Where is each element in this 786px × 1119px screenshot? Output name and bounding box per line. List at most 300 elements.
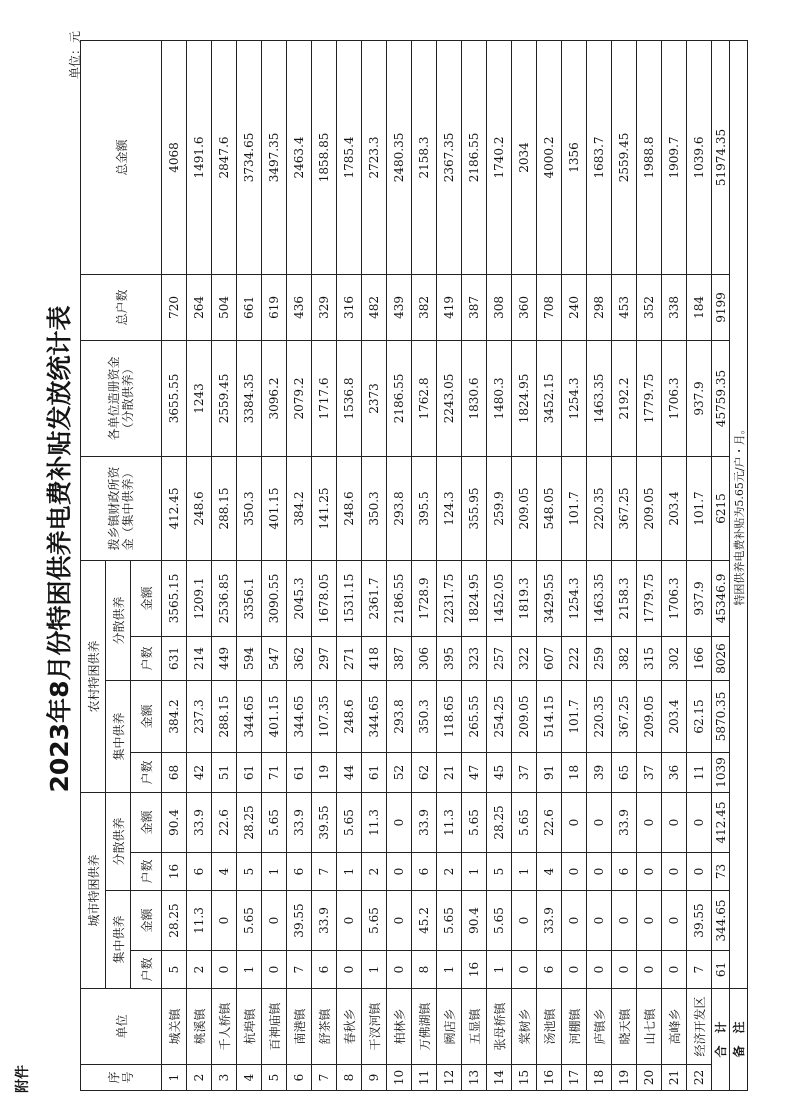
total-households-cell: 240: [562, 274, 587, 340]
city-conc-households-cell: 6: [312, 951, 337, 989]
city-disp-households-cell: 5: [487, 853, 512, 891]
total-rural-conc-households: 1039: [712, 752, 730, 792]
total-households-cell: 720: [162, 274, 187, 340]
rural-conc-amount-cell: 203.4: [662, 680, 687, 752]
table-row: [612, 40, 637, 1090]
unit-funds-cell: 1706.3: [662, 340, 687, 456]
total-rural-disp-households: 8026: [712, 636, 730, 680]
rural-disp-amount-cell: 3565.15: [162, 560, 187, 636]
total-households-cell: 298: [587, 274, 612, 340]
rural-disp-households-cell: 297: [312, 636, 337, 680]
unit-funds-cell: 2079.2: [287, 340, 312, 456]
total-amount-cell: 4000.2: [537, 40, 562, 274]
seq-cell: 15: [512, 1065, 537, 1091]
city-disp-households-cell: 0: [562, 853, 587, 891]
header-seq: 序号: [81, 1065, 162, 1091]
rural-conc-households-cell: 47: [462, 752, 487, 792]
rural-conc-households-cell: 45: [487, 752, 512, 792]
city-conc-amount-cell: 0: [587, 891, 612, 951]
rural-conc-amount-cell: 384.2: [162, 680, 187, 752]
city-disp-amount-cell: 33.9: [187, 792, 212, 852]
total-rural-conc-amount: 5870.35: [712, 680, 730, 752]
city-disp-households-cell: 6: [187, 853, 212, 891]
table-row: [462, 40, 487, 1090]
table-row: [412, 40, 437, 1090]
table-body: [162, 40, 712, 1090]
total-amount-cell: 1909.7: [662, 40, 687, 274]
unit-name-cell: 桃溪镇: [187, 989, 212, 1065]
township-funds-cell: 412.45: [162, 456, 187, 560]
table-row: [562, 40, 587, 1090]
city-disp-households-cell: 0: [662, 853, 687, 891]
total-households-cell: 453: [612, 274, 637, 340]
rural-conc-amount-cell: 237.3: [187, 680, 212, 752]
total-households-cell: 184: [687, 274, 712, 340]
header-households: 户数: [131, 752, 162, 792]
city-disp-households-cell: 4: [212, 853, 237, 891]
city-conc-households-cell: 1: [487, 951, 512, 989]
city-disp-households-cell: 16: [162, 853, 187, 891]
total-households: 9199: [712, 274, 730, 340]
note-text: 特困供养电费补贴为5.65元/户・月。: [730, 40, 748, 988]
total-township-funds: 6215: [712, 456, 730, 560]
rural-disp-amount-cell: 3429.55: [537, 560, 562, 636]
city-disp-households-cell: 6: [412, 853, 437, 891]
total-households-cell: 504: [212, 274, 237, 340]
township-funds-cell: 367.25: [612, 456, 637, 560]
city-disp-households-cell: 1: [262, 853, 287, 891]
rural-disp-amount-cell: 1728.9: [412, 560, 437, 636]
city-conc-households-cell: 0: [512, 951, 537, 989]
rural-conc-households-cell: 19: [312, 752, 337, 792]
total-households-cell: 387: [462, 274, 487, 340]
township-funds-cell: 141.25: [312, 456, 337, 560]
city-conc-amount-cell: 0: [212, 891, 237, 951]
rural-conc-amount-cell: 344.65: [362, 680, 387, 752]
table-footer: [712, 40, 748, 1090]
rural-disp-households-cell: 222: [562, 636, 587, 680]
unit-name-cell: 汤池镇: [537, 989, 562, 1065]
unit-name-cell: 杭埠镇: [237, 989, 262, 1065]
seq-cell: 2: [187, 1065, 212, 1091]
unit-name-cell: 经济开发区: [687, 989, 712, 1065]
rural-disp-households-cell: 259: [587, 636, 612, 680]
header-amount: 金额: [131, 680, 162, 752]
rural-disp-households-cell: 315: [637, 636, 662, 680]
rural-conc-amount-cell: 118.65: [437, 680, 462, 752]
city-disp-amount-cell: 22.6: [537, 792, 562, 852]
unit-name-cell: 百神庙镇: [262, 989, 287, 1065]
city-conc-households-cell: 6: [537, 951, 562, 989]
city-disp-households-cell: 1: [512, 853, 537, 891]
unit-funds-cell: 1762.8: [412, 340, 437, 456]
total-amount-cell: 2463.4: [287, 40, 312, 274]
city-conc-amount-cell: 28.25: [162, 891, 187, 951]
township-funds-cell: 350.3: [237, 456, 262, 560]
city-conc-amount-cell: 0: [637, 891, 662, 951]
table-row: [537, 40, 562, 1090]
city-disp-amount-cell: 33.9: [612, 792, 637, 852]
header-households: 户数: [131, 636, 162, 680]
city-disp-households-cell: 0: [387, 853, 412, 891]
unit-name-cell: 城关镇: [162, 989, 187, 1065]
rural-disp-amount-cell: 1678.05: [312, 560, 337, 636]
note-row: [730, 40, 748, 1090]
city-conc-households-cell: 0: [562, 951, 587, 989]
total-amount-cell: 2559.45: [612, 40, 637, 274]
total-amount-cell: 2847.6: [212, 40, 237, 274]
rural-disp-amount-cell: 1463.35: [587, 560, 612, 636]
city-disp-households-cell: 6: [287, 853, 312, 891]
rural-conc-amount-cell: 514.15: [537, 680, 562, 752]
unit-name-cell: 万佛湖镇: [412, 989, 437, 1065]
total-households-cell: 329: [312, 274, 337, 340]
rural-conc-households-cell: 61: [362, 752, 387, 792]
rural-conc-households-cell: 37: [512, 752, 537, 792]
city-conc-amount-cell: 0: [262, 891, 287, 951]
unit-name-cell: 晓天镇: [612, 989, 637, 1065]
total-households-cell: 419: [437, 274, 462, 340]
seq-cell: 16: [537, 1065, 562, 1091]
rural-conc-amount-cell: 293.8: [387, 680, 412, 752]
city-conc-amount-cell: 5.65: [437, 891, 462, 951]
rural-disp-amount-cell: 2361.7: [362, 560, 387, 636]
city-disp-households-cell: 6: [612, 853, 637, 891]
header-amount: 金额: [131, 560, 162, 636]
table-row: [487, 40, 512, 1090]
total-households-cell: 661: [237, 274, 262, 340]
unit-funds-cell: 2243.05: [437, 340, 462, 456]
city-conc-amount-cell: 11.3: [187, 891, 212, 951]
rural-conc-amount-cell: 265.55: [462, 680, 487, 752]
total-amount-cell: 1858.85: [312, 40, 337, 274]
statistics-table: [80, 40, 748, 1091]
rural-conc-amount-cell: 350.3: [412, 680, 437, 752]
city-disp-amount-cell: 90.4: [162, 792, 187, 852]
city-disp-amount-cell: 0: [387, 792, 412, 852]
total-households-cell: 360: [512, 274, 537, 340]
total-amount-cell: 1491.6: [187, 40, 212, 274]
total-amount-cell: 3497.35: [262, 40, 287, 274]
city-conc-amount-cell: 0: [562, 891, 587, 951]
city-conc-amount-cell: 0: [662, 891, 687, 951]
township-funds-cell: 101.7: [687, 456, 712, 560]
header-households: 户数: [131, 951, 162, 989]
total-amount-cell: 4068: [162, 40, 187, 274]
rural-conc-households-cell: 91: [537, 752, 562, 792]
city-conc-amount-cell: 33.9: [312, 891, 337, 951]
city-disp-amount-cell: 5.65: [262, 792, 287, 852]
rural-conc-amount-cell: 220.35: [587, 680, 612, 752]
city-conc-households-cell: 0: [637, 951, 662, 989]
city-disp-households-cell: 4: [537, 853, 562, 891]
table-header: [81, 40, 162, 1090]
table-row: [237, 40, 262, 1090]
rural-conc-households-cell: 68: [162, 752, 187, 792]
total-households-cell: 316: [337, 274, 362, 340]
header-rural-dispersed: 分散供养: [106, 560, 131, 680]
total-amount-cell: 2480.35: [387, 40, 412, 274]
seq-cell: 11: [412, 1065, 437, 1091]
city-disp-amount-cell: 11.3: [362, 792, 387, 852]
unit-name-cell: 千人桥镇: [212, 989, 237, 1065]
rural-conc-amount-cell: 254.25: [487, 680, 512, 752]
rural-conc-amount-cell: 344.65: [287, 680, 312, 752]
rural-conc-households-cell: 71: [262, 752, 287, 792]
unit-funds-cell: 1717.6: [312, 340, 337, 456]
rural-disp-households-cell: 382: [612, 636, 637, 680]
rural-disp-households-cell: 257: [487, 636, 512, 680]
total-city-disp-households: 73: [712, 853, 730, 891]
header-unit: 单位: [81, 989, 162, 1065]
total-rural-disp-amount: 45346.9: [712, 560, 730, 636]
unit-funds-cell: 2192.2: [612, 340, 637, 456]
total-amount: 51974.35: [712, 40, 730, 274]
unit-funds-cell: 3096.2: [262, 340, 287, 456]
unit-name-cell: 棠树乡: [512, 989, 537, 1065]
city-disp-households-cell: 7: [312, 853, 337, 891]
table-row: [662, 40, 687, 1090]
rural-conc-amount-cell: 209.05: [637, 680, 662, 752]
city-disp-amount-cell: 5.65: [337, 792, 362, 852]
rural-conc-amount-cell: 248.6: [337, 680, 362, 752]
unit-funds-cell: 3384.35: [237, 340, 262, 456]
seq-cell: 6: [287, 1065, 312, 1091]
rural-disp-amount-cell: 1706.3: [662, 560, 687, 636]
rural-conc-amount-cell: 101.7: [562, 680, 587, 752]
rural-disp-households-cell: 322: [512, 636, 537, 680]
rural-disp-amount-cell: 3356.1: [237, 560, 262, 636]
header-rural: 农村特困供养: [81, 560, 106, 792]
page-title: 2023年8月份特困供养电费补贴发放统计表: [45, 305, 74, 793]
rural-conc-households-cell: 51: [212, 752, 237, 792]
rural-disp-households-cell: 166: [687, 636, 712, 680]
total-amount-cell: 2158.3: [412, 40, 437, 274]
unit-funds-cell: 937.9: [687, 340, 712, 456]
rural-conc-households-cell: 52: [387, 752, 412, 792]
unit-funds-cell: 1824.95: [512, 340, 537, 456]
table-row: [187, 40, 212, 1090]
city-disp-amount-cell: 5.65: [512, 792, 537, 852]
total-row: [712, 40, 730, 1090]
rural-disp-households-cell: 607: [537, 636, 562, 680]
rural-conc-households-cell: 18: [562, 752, 587, 792]
seq-cell: 4: [237, 1065, 262, 1091]
total-amount-cell: 1039.6: [687, 40, 712, 274]
township-funds-cell: 355.95: [462, 456, 487, 560]
total-households-cell: 619: [262, 274, 287, 340]
unit-name-cell: 柏林乡: [387, 989, 412, 1065]
city-disp-amount-cell: 39.55: [312, 792, 337, 852]
rural-disp-households-cell: 594: [237, 636, 262, 680]
city-conc-households-cell: 5: [162, 951, 187, 989]
rural-disp-amount-cell: 1824.95: [462, 560, 487, 636]
rural-disp-amount-cell: 3090.55: [262, 560, 287, 636]
header-city-concentrated: 集中供养: [106, 891, 131, 989]
city-conc-amount-cell: 45.2: [412, 891, 437, 951]
unit-funds-cell: 1480.3: [487, 340, 512, 456]
city-conc-amount-cell: 0: [612, 891, 637, 951]
rural-conc-amount-cell: 209.05: [512, 680, 537, 752]
total-city-conc-amount: 344.65: [712, 891, 730, 951]
seq-cell: 3: [212, 1065, 237, 1091]
city-disp-households-cell: 0: [637, 853, 662, 891]
seq-cell: 7: [312, 1065, 337, 1091]
total-amount-cell: 3734.65: [237, 40, 262, 274]
total-amount-cell: 1740.2: [487, 40, 512, 274]
city-conc-households-cell: 7: [287, 951, 312, 989]
rural-disp-households-cell: 631: [162, 636, 187, 680]
table-row: [687, 40, 712, 1090]
unit-name-cell: 春秋乡: [337, 989, 362, 1065]
rural-conc-households-cell: 62: [412, 752, 437, 792]
city-conc-amount-cell: 0: [387, 891, 412, 951]
total-households-cell: 308: [487, 274, 512, 340]
total-unit-funds: 45759.35: [712, 340, 730, 456]
township-funds-cell: 350.3: [362, 456, 387, 560]
table-row: [312, 40, 337, 1090]
total-households-cell: 264: [187, 274, 212, 340]
total-amount-cell: 1356: [562, 40, 587, 274]
unit-name-cell: 南港镇: [287, 989, 312, 1065]
city-disp-amount-cell: 0: [562, 792, 587, 852]
rural-conc-amount-cell: 401.15: [262, 680, 287, 752]
township-funds-cell: 209.05: [512, 456, 537, 560]
total-amount-cell: 2367.35: [437, 40, 462, 274]
rural-conc-amount-cell: 367.25: [612, 680, 637, 752]
header-households: 户数: [131, 853, 162, 891]
table-row: [212, 40, 237, 1090]
table-row: [287, 40, 312, 1090]
table-row: [587, 40, 612, 1090]
total-amount-cell: 2723.3: [362, 40, 387, 274]
rural-conc-amount-cell: 344.65: [237, 680, 262, 752]
unit-funds-cell: 3655.55: [162, 340, 187, 456]
unit-funds-cell: 1536.8: [337, 340, 362, 456]
unit-name-cell: 阙店乡: [437, 989, 462, 1065]
city-conc-amount-cell: 5.65: [362, 891, 387, 951]
city-disp-amount-cell: 0: [662, 792, 687, 852]
rural-disp-households-cell: 306: [412, 636, 437, 680]
total-households-cell: 382: [412, 274, 437, 340]
unit-funds-cell: 2559.45: [212, 340, 237, 456]
seq-cell: 5: [262, 1065, 287, 1091]
city-conc-households-cell: 0: [387, 951, 412, 989]
rural-disp-households-cell: 387: [387, 636, 412, 680]
header-township-funds: 拨乡镇财政所资金（集中供养）: [81, 456, 162, 560]
city-disp-amount-cell: 0: [587, 792, 612, 852]
rural-disp-households-cell: 362: [287, 636, 312, 680]
unit-name-cell: 山七镇: [637, 989, 662, 1065]
seq-cell: 1: [162, 1065, 187, 1091]
seq-cell: 13: [462, 1065, 487, 1091]
township-funds-cell: 209.05: [637, 456, 662, 560]
rural-disp-amount-cell: 1779.75: [637, 560, 662, 636]
city-disp-amount-cell: 33.9: [287, 792, 312, 852]
table-row: [637, 40, 662, 1090]
township-funds-cell: 395.5: [412, 456, 437, 560]
city-conc-amount-cell: 39.55: [287, 891, 312, 951]
rural-disp-households-cell: 214: [187, 636, 212, 680]
city-disp-amount-cell: 28.25: [237, 792, 262, 852]
header-amount: 金额: [131, 792, 162, 852]
total-households-cell: 439: [387, 274, 412, 340]
unit-label: 单位：元: [68, 30, 82, 79]
seq-cell: 12: [437, 1065, 462, 1091]
unit-name-cell: 庐镇乡: [587, 989, 612, 1065]
city-disp-households-cell: 0: [687, 853, 712, 891]
township-funds-cell: 124.3: [437, 456, 462, 560]
rural-disp-households-cell: 395: [437, 636, 462, 680]
rural-conc-households-cell: 39: [587, 752, 612, 792]
total-amount-cell: 2034: [512, 40, 537, 274]
rural-conc-households-cell: 61: [237, 752, 262, 792]
rural-conc-households-cell: 61: [287, 752, 312, 792]
rural-conc-households-cell: 44: [337, 752, 362, 792]
city-disp-households-cell: 0: [587, 853, 612, 891]
rural-conc-households-cell: 37: [637, 752, 662, 792]
rural-conc-amount-cell: 107.35: [312, 680, 337, 752]
rural-disp-amount-cell: 1531.15: [337, 560, 362, 636]
rural-conc-households-cell: 36: [662, 752, 687, 792]
rural-conc-households-cell: 42: [187, 752, 212, 792]
unit-name-cell: 舒茶镇: [312, 989, 337, 1065]
rural-disp-amount-cell: 1819.3: [512, 560, 537, 636]
seq-cell: 18: [587, 1065, 612, 1091]
city-disp-households-cell: 1: [462, 853, 487, 891]
township-funds-cell: 288.15: [212, 456, 237, 560]
city-conc-households-cell: 0: [612, 951, 637, 989]
city-conc-households-cell: 1: [437, 951, 462, 989]
annex-label: 附件: [15, 1065, 31, 1093]
city-conc-households-cell: 16: [462, 951, 487, 989]
rural-disp-households-cell: 547: [262, 636, 287, 680]
unit-funds-cell: 1243: [187, 340, 212, 456]
total-city-conc-households: 61: [712, 951, 730, 989]
header-unit-funds: 各单位造册资金（分散供养）: [81, 340, 162, 456]
total-amount-cell: 1683.7: [587, 40, 612, 274]
table-row: [337, 40, 362, 1090]
township-funds-cell: 203.4: [662, 456, 687, 560]
seq-cell: 20: [637, 1065, 662, 1091]
rural-disp-amount-cell: 1254.3: [562, 560, 587, 636]
table-row: [437, 40, 462, 1090]
rural-disp-households-cell: 418: [362, 636, 387, 680]
city-conc-households-cell: 0: [262, 951, 287, 989]
header-city: 城市特困供养: [81, 792, 106, 988]
total-amount-cell: 1988.8: [637, 40, 662, 274]
rural-conc-households-cell: 21: [437, 752, 462, 792]
city-disp-amount-cell: 28.25: [487, 792, 512, 852]
total-households-cell: 436: [287, 274, 312, 340]
rural-disp-amount-cell: 2231.75: [437, 560, 462, 636]
rural-disp-households-cell: 302: [662, 636, 687, 680]
township-funds-cell: 401.15: [262, 456, 287, 560]
seq-cell: 17: [562, 1065, 587, 1091]
total-amount-cell: 2186.55: [462, 40, 487, 274]
city-conc-households-cell: 0: [212, 951, 237, 989]
township-funds-cell: 248.6: [337, 456, 362, 560]
unit-funds-cell: 3452.15: [537, 340, 562, 456]
city-disp-amount-cell: 22.6: [212, 792, 237, 852]
seq-cell: 21: [662, 1065, 687, 1091]
total-households-cell: 708: [537, 274, 562, 340]
total-city-disp-amount: 412.45: [712, 792, 730, 852]
city-conc-households-cell: 0: [337, 951, 362, 989]
township-funds-cell: 248.6: [187, 456, 212, 560]
city-disp-amount-cell: 0: [637, 792, 662, 852]
township-funds-cell: 384.2: [287, 456, 312, 560]
